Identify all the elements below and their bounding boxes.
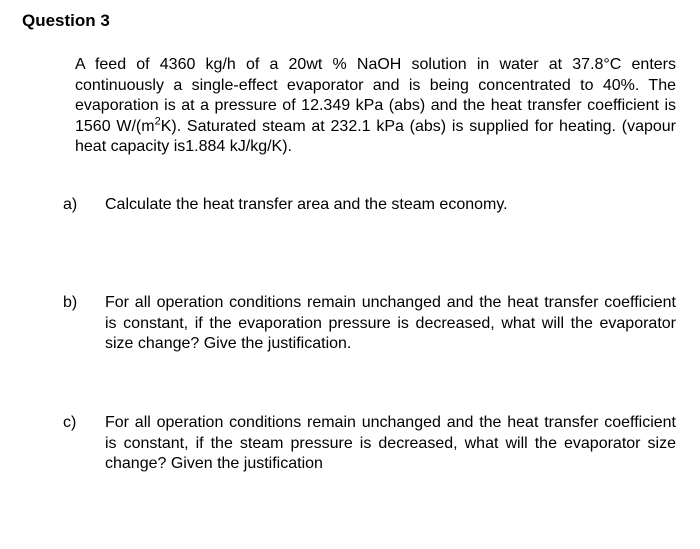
problem-statement-text-cont: K). Saturated steam at 232.1 kPa (abs) is supplied for heating. (vapour heat capacity is1.884 kJ/kg/K).: [75, 117, 677, 155]
sub-question-text: For all operation conditions remain unchanged and the heat transfer coefficient is constant, if the evaporation pressure is decreased, what will the evaporator size change? Give the justification.: [105, 294, 676, 352]
question-title: Question 3: [22, 11, 110, 30]
sub-question-text: Calculate the heat transfer area and the steam economy.: [105, 196, 508, 213]
sub-question-marker: b): [63, 294, 78, 311]
sub-question-b: [63, 293, 676, 355]
sub-question-text: For all operation conditions remain unchanged and the heat transfer coefficient is constant, if the steam pressure is decreased, what will the evaporator size change? Given the justification: [105, 414, 676, 472]
problem-statement: [75, 55, 676, 158]
problem-statement-text: A feed of 4360 kg/h of a 20wt % NaOH solution in water at 37.8°C enters continuously a single-effect evaporator and is being concentrated to 40%. The evaporation is at a pressure of 12.349 kPa (abs) and the heat transfer coefficient is 1560 W/(m: [75, 56, 676, 135]
sub-question-marker: a): [63, 196, 78, 213]
superscript-2: 2: [154, 115, 161, 128]
sub-question-marker: c): [63, 414, 77, 431]
sub-question-a: [63, 195, 676, 216]
sub-question-c: [63, 413, 676, 475]
